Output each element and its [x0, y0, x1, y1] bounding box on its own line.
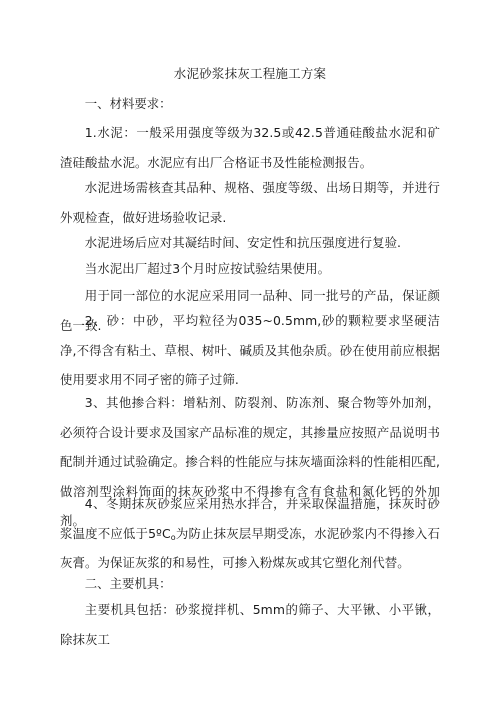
section-heading-tools: 二、主要机具： [84, 576, 172, 591]
paragraph-admixtures: 3、其他掺合料：增粘剂、防裂剂、防冻剂、聚合物等外加剂，必须符合设计要求及国家产品标准的规定，其掺量应按照产品说明书配制并通过试验确定。掺合料的性能应与抹灰墙面涂料的性能相匹配,做溶剂型涂料饰面的抹灰砂浆中不得掺有含有食盐和氮化钙的外加剂。 [60, 395, 440, 528]
winter-text-part-1: 4、冬期抹灰砂浆应采用热水拌合，并采取保温措施，抹灰时砂浆温度不应低于5ºC [60, 496, 440, 541]
section-heading-materials: 一、材料要求： [84, 96, 172, 111]
winter-text-subscript: o [170, 532, 176, 542]
paragraph-winter-plastering [60, 489, 440, 578]
document-title: 水泥砂浆抹灰工程施工方案 [173, 66, 327, 81]
paragraph-cement-expiry: 当水泥出厂超过3个月时应按试验结果使用。 [84, 261, 331, 276]
paragraph-cement-retest: 水泥进场后应对其凝结时间、安定性和抗压强度进行复验. [84, 235, 402, 250]
paragraph-tools: 主要机具包括：砂浆搅拌机、5mm的筛子、大平锹、小平锹，除抹灰工 [60, 602, 440, 647]
paragraph-cement-entry-check: 水泥进场需核查其品种、规格、强度等级、出场日期等，并进行外观检查，做好进场验收记录. [60, 180, 440, 225]
winter-text-part-2: 为防止抹灰层早期受冻，水泥砂浆内不得掺入石灰膏。为保证灰浆的和易性，可掺入粉煤灰或其它塑化剂代替。 [60, 525, 441, 570]
paragraph-cement-same-batch: 用于同一部位的水泥应采用同一品种、同一批号的产品，保证颜色一致. [60, 288, 440, 333]
paragraph-sand: 2、砂：中砂，平均粒径为035~0.5mm,砂的颗粒要求坚硬洁净,不得含有粘土、草根、树叶、碱质及其他杂质。砂在使用前应根据使用要求用不同孑密的筛子过筛. [60, 313, 440, 387]
paragraph-cement: 1.水泥：一般采用强度等级为32.5或42.5普通硅酸盐水泥和矿渣硅酸盐水泥。水泥应有出厂合格证书及性能检测报告。 [60, 125, 440, 170]
